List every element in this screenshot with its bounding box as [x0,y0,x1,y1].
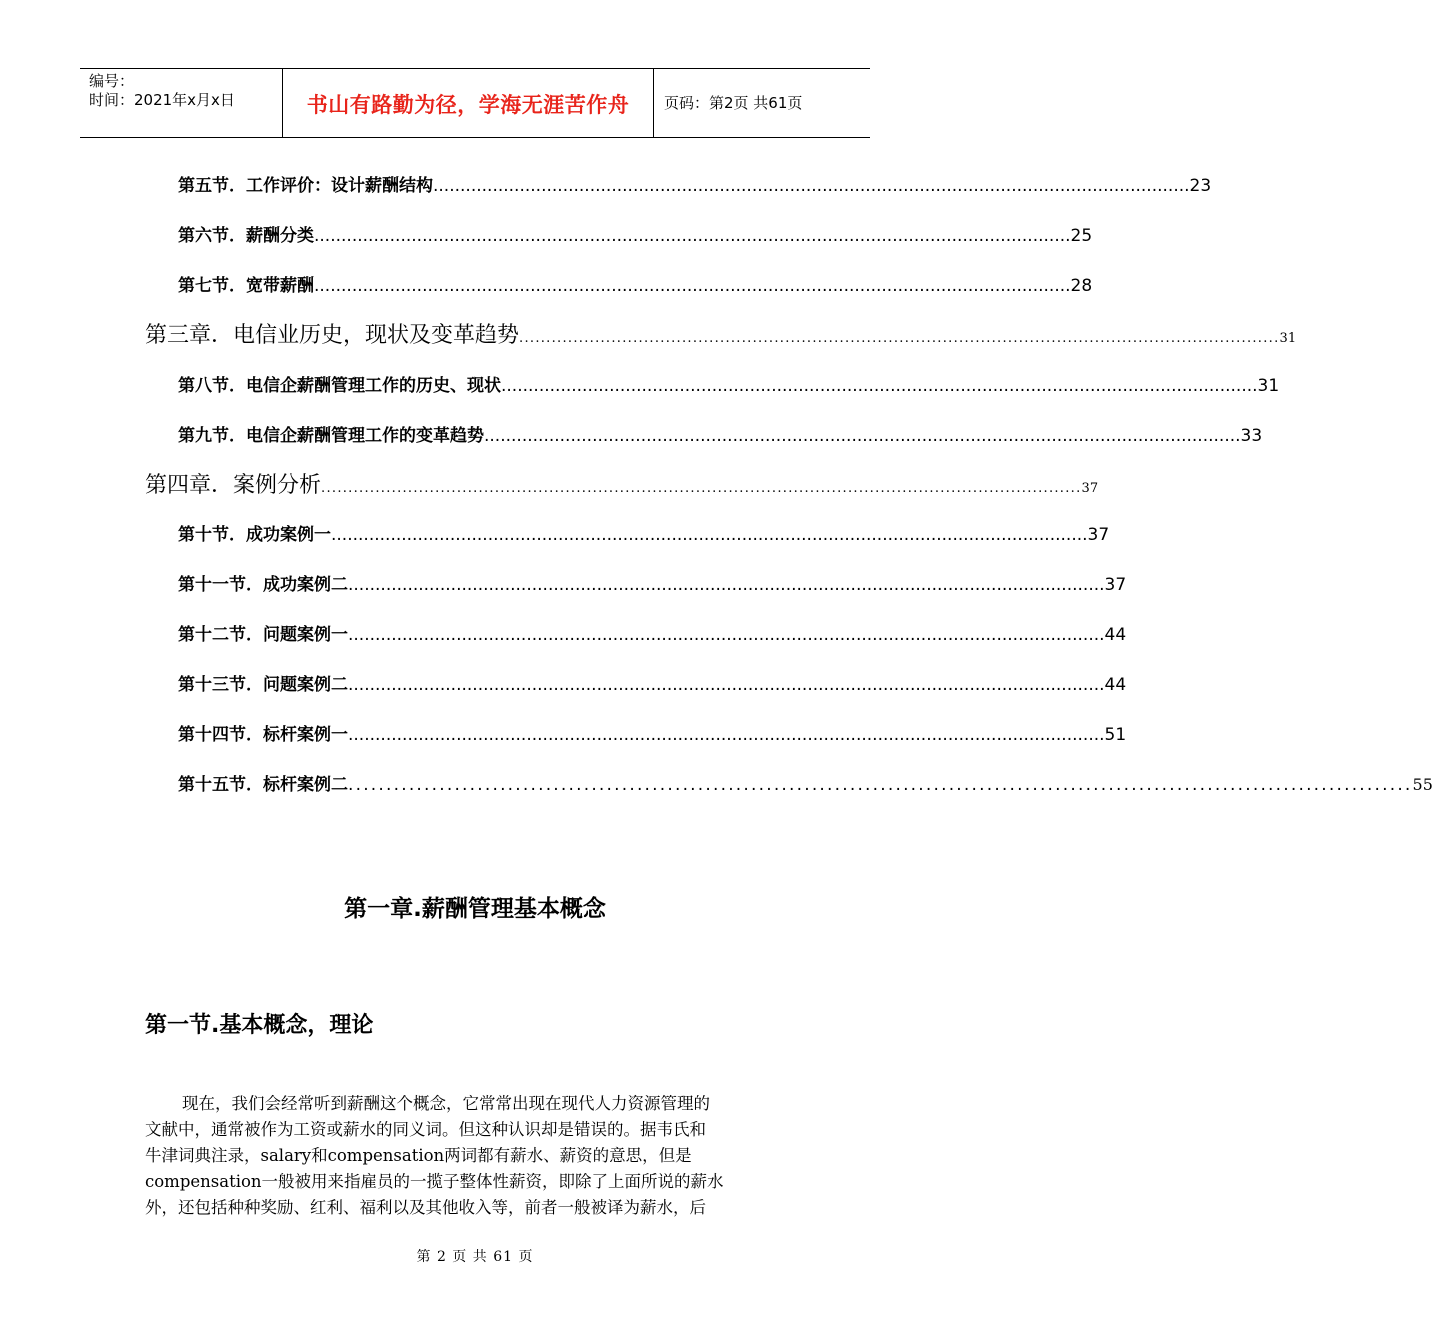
paragraph-line: 现在，我们会经常听到薪酬这个概念，它常常出现在现代人力资源管理的 [182,1094,710,1113]
section-heading: 第一节.基本概念，理论 [145,1013,374,1038]
toc-entry[interactable] [178,570,1127,595]
toc-entry-page: 55 [1412,775,1433,794]
toc-entry-page: 31 [1279,331,1297,346]
toc-entry-title: 第十三节．问题案例二 [178,675,348,695]
number-label: 编号： [89,72,135,90]
toc-entry-title: 第九节．电信企薪酬管理工作的变革趋势 [178,426,484,446]
page-header [80,68,870,138]
toc-dot-leader: ............................................................................................................................................ [484,426,1241,446]
toc-dot-leader: ............................................................................................................................................ [348,725,1105,745]
toc-entry-page: 33 [1240,426,1263,446]
toc-entry-page: 44 [1104,625,1127,645]
header-page-cell [654,69,870,137]
toc-dot-leader: ............................................................................................................................................ [331,525,1088,545]
toc-entry[interactable] [178,421,1263,446]
toc-entry-page: 37 [1087,525,1110,545]
header-motto-cell [283,69,654,137]
toc-entry[interactable] [178,520,1110,545]
toc-entry-page: 37 [1081,481,1099,496]
toc-dot-leader: ............................................................................................................................................ [348,575,1105,595]
toc-chapter-entry[interactable] [145,468,1099,499]
page-footer: 第 2 页 共 61 页 [416,1249,534,1265]
paragraph-line: compensation一般被用来指雇员的一揽子整体性薪资，即除了上面所说的薪水 [145,1172,724,1191]
toc-chapter-entry[interactable] [145,318,1297,349]
toc-dot-leader: ............................................................................................................................................ [519,331,1280,346]
toc-entry-page: 28 [1070,276,1093,296]
toc-dot-leader: ............................................................................................................................................ [348,625,1105,645]
toc-dot-leader: ............................................................................................................................................ [314,276,1071,296]
toc-entry[interactable] [178,670,1127,695]
toc-entry[interactable] [178,620,1127,645]
toc-entry-title: 第十二节．问题案例一 [178,625,348,645]
toc-entry-title: 第三章．电信业历史，现状及变革趋势 [145,323,520,348]
header-info-cell [80,69,283,137]
page-info: 页码：第2页 共61页 [664,94,803,112]
toc-dot-leader: ............................................................................................................................................ [348,675,1105,695]
toc-entry-title: 第十节．成功案例一 [178,525,331,545]
toc-entry[interactable] [178,770,1433,795]
toc-dot-leader: ............................................................................................................................................ [501,376,1258,396]
toc-entry-page: 23 [1189,176,1212,196]
toc-entry[interactable] [178,720,1127,745]
toc-entry[interactable] [178,171,1212,196]
toc-entry-title: 第六节．薪酬分类 [178,226,314,246]
paragraph-line: 文献中，通常被作为工资或薪水的同义词。但这种认识却是错误的。据韦氏和 [145,1120,706,1139]
toc-entry-page: 25 [1070,226,1093,246]
toc-dot-leader: ............................................................................................................................................ [433,176,1190,196]
motto: 书山有路勤为径，学海无涯苦作舟 [306,93,630,117]
toc-entry-title: 第七节．宽带薪酬 [178,276,314,296]
paragraph-line: 外，还包括种种奖励、红利、福利以及其他收入等，前者一般被译为薪水，后 [145,1198,706,1217]
toc-entry-title: 第五节．工作评价：设计薪酬结构 [178,176,433,196]
toc-entry-title: 第四章．案例分析 [145,473,322,498]
toc-dot-leader: ............................................................................................................................................ [321,481,1082,496]
toc-dot-leader: ............................................................................................................................................ [314,226,1071,246]
toc-entry-title: 第十五节．标杆案例二 [178,775,348,795]
paragraph-line: 牛津词典注录，salary和compensation两词都有薪水、薪资的意思，但是 [145,1146,692,1165]
body-paragraph [145,1091,801,1221]
toc-entry[interactable] [178,371,1280,396]
toc-entry-page: 31 [1257,376,1280,396]
toc-entry-title: 第十一节．成功案例二 [178,575,348,595]
toc-entry[interactable] [178,221,1093,246]
toc-entry-page: 37 [1104,575,1127,595]
toc-entry-page: 51 [1104,725,1127,745]
chapter-heading: 第一章.薪酬管理基本概念 [344,896,606,922]
toc-dot-leader: ............................................................................................................................................ [348,775,1413,795]
toc-entry-title: 第十四节．标杆案例一 [178,725,348,745]
toc-entry-title: 第八节．电信企薪酬管理工作的历史、现状 [178,376,501,396]
toc-entry-page: 44 [1104,675,1127,695]
toc-entry[interactable] [178,271,1093,296]
time-label: 时间：2021年x月x日 [89,91,235,109]
